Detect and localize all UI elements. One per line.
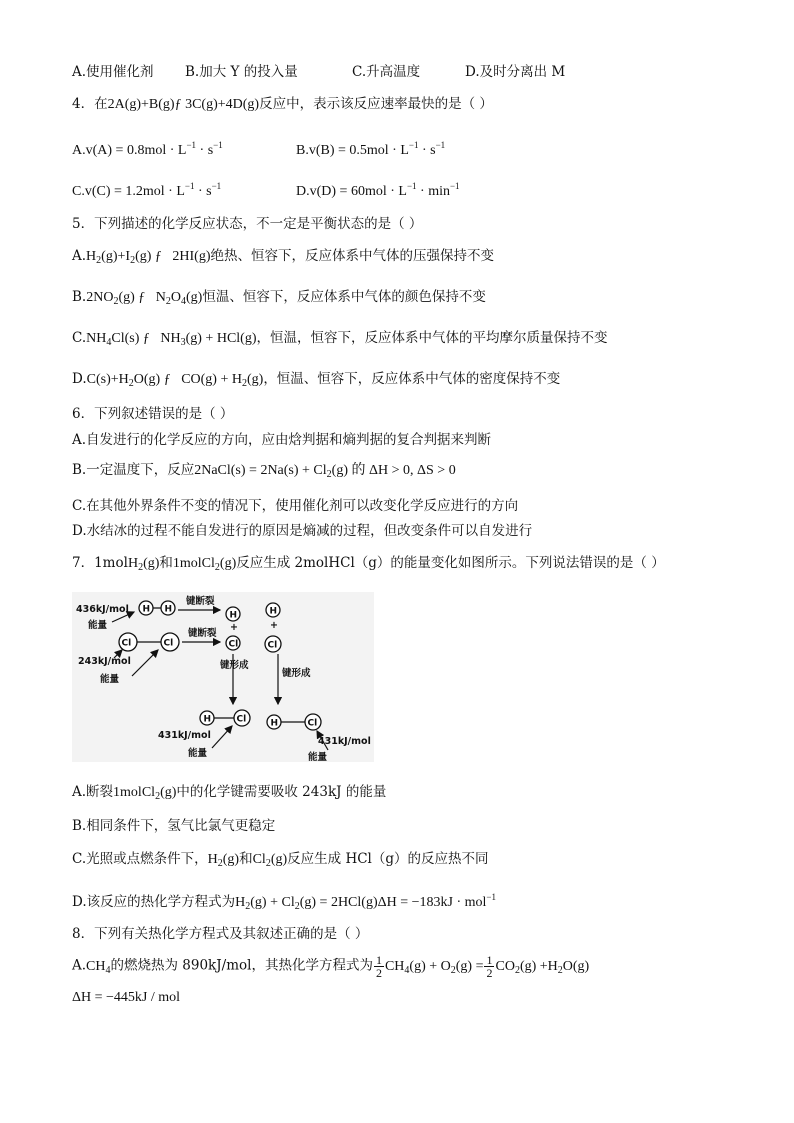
label-243: 243kJ/mol: [78, 656, 131, 667]
q6-stem: 6．下列叙述错误的是（ ）: [72, 406, 234, 422]
label-431-a: 431kJ/mol: [158, 730, 211, 741]
q5-option-c: $C.NH_4Cl(s)$ ƒ $NH_3(g) + HCl(g)$，恒温，恒容下，反应体系中气体的平均摩尔质量保持不变: [72, 330, 608, 348]
q7-stem: 7．1molH$_2$(g)和1molCl$_2$(g)反应生成 2molHCl（g）的能量变化如图所示。下列说法错误的是（ ）: [72, 555, 665, 573]
svg-text:H: H: [229, 610, 238, 621]
q6-option-a: A.自发进行的化学反应的方向，应由焓判据和熵判据的复合判据来判断: [72, 432, 492, 448]
q7-option-a: A.断裂1molCl$_2$(g)中的化学键需要吸收 243kJ 的能量: [72, 784, 387, 802]
q8-option-a: $A.CH_4$的燃烧热为 890kJ/mol，其热化学方程式为 $\frac{1}{2}$ $CH_4(g) + O_2(g)$ = $\frac{1}{2}$ $CO_2(g) +H_2O(g)$: [72, 953, 590, 980]
svg-text:Cl: Cl: [121, 638, 132, 649]
q6-option-c: C.在其他外界条件不变的情况下，使用催化剂可以改变化学反应进行的方向: [72, 498, 519, 514]
q3-option-b: B.加大 Y 的投入量: [185, 64, 298, 80]
svg-text:+: +: [230, 622, 238, 633]
label-431-b: 431kJ/mol: [318, 736, 371, 747]
q4-option-c: $C.v(C) = 1.2mol \cdot L^{-1} \cdot s^{-1}$: [72, 181, 222, 199]
svg-text:H: H: [270, 718, 279, 729]
label-energy-3: 能量: [188, 748, 208, 759]
q7-option-b: B.相同条件下，氢气比氯气更稳定: [72, 818, 276, 834]
q3-option-c: C.升高温度: [352, 64, 421, 80]
svg-text:H: H: [164, 604, 173, 615]
q6-option-b: B.一定温度下，反应2NaCl(s) = $2Na(s) + Cl_2(g)$ 的 ΔH > 0, ΔS > 0: [72, 462, 456, 480]
q4-option-b: $B.v(B) = 0.5mol \cdot L^{-1} \cdot s^{-1}$: [296, 140, 446, 158]
svg-text:Cl: Cl: [307, 718, 318, 729]
svg-text:H: H: [142, 604, 151, 615]
svg-text:+: +: [270, 620, 278, 631]
q8-stem: 8．下列有关热化学方程式及其叙述正确的是（ ）: [72, 926, 369, 942]
q3-option-a: A.使用催化剂: [72, 64, 154, 80]
q5-option-b: $B.2NO_2(g)$ ƒ $N_2O_4(g)$恒温、恒容下，反应体系中气体的颜色保持不变: [72, 289, 486, 307]
label-energy-1: 能量: [88, 620, 108, 631]
q8-option-a-dh: ΔH = −445kJ / mol: [72, 990, 181, 1005]
energy-diagram-svg: [72, 592, 374, 762]
q4-stem: 4．在2A(g)+B(g)ƒ 3C(g)+4D(g)反应中，表示该反应速率最快的是（ ）: [72, 96, 493, 112]
svg-text:键形成: 键形成: [282, 668, 311, 679]
svg-text:Cl: Cl: [228, 639, 239, 650]
q7-option-c: C.光照或点燃条件下，$H_2(g)$和$Cl_2(g)$反应生成 HCl（g）的反应热不同: [72, 851, 489, 869]
energy-diagram: [72, 592, 374, 762]
q5-option-d: $D.C(s)+H_2O(g)$ ƒ $CO(g) + H_2(g)$，恒温、恒容下，反应体系中气体的密度保持不变: [72, 371, 561, 389]
label-break-2: 键断裂: [188, 628, 217, 639]
svg-text:H: H: [269, 606, 278, 617]
q7-option-d: D.该反应的热化学方程式为$H_2(g) + Cl_2(g) = 2HCl(g)\Delta H = -183kJ \cdot mol^{-1}$: [72, 892, 496, 912]
q5-option-a: $A.H_2(g)+I_2(g)$ ƒ 2HI(g)绝热、恒容下，反应体系中气体的压强保持不变: [72, 248, 494, 266]
svg-text:Cl: Cl: [267, 640, 278, 651]
q4-equation: 2A(g)+B(g)ƒ 3C(g)+4D(g): [107, 97, 260, 112]
svg-text:键形成: 键形成: [220, 660, 249, 671]
svg-text:Cl: Cl: [236, 714, 247, 725]
label-436: 436kJ/mol: [76, 604, 129, 615]
label-energy-2: 能量: [100, 674, 120, 685]
q5-stem: 5．下列描述的化学反应状态，不一定是平衡状态的是（ ）: [72, 216, 423, 232]
label-break-1: 键断裂: [186, 596, 215, 607]
svg-text:H: H: [203, 714, 212, 725]
q6-option-d: D.水结冰的过程不能自发进行的原因是熵减的过程，但改变条件可以自发进行: [72, 523, 533, 539]
q4-option-d: $D.v(D) = 60mol \cdot L^{-1} \cdot \min^{-1}$: [296, 181, 460, 199]
label-energy-4: 能量: [308, 752, 328, 762]
q3-option-d: D.及时分离出 M: [465, 64, 566, 80]
q4-option-a: $A.v(A) = 0.8mol \cdot L^{-1} \cdot s^{-1}$: [72, 140, 223, 158]
svg-text:Cl: Cl: [163, 638, 174, 649]
